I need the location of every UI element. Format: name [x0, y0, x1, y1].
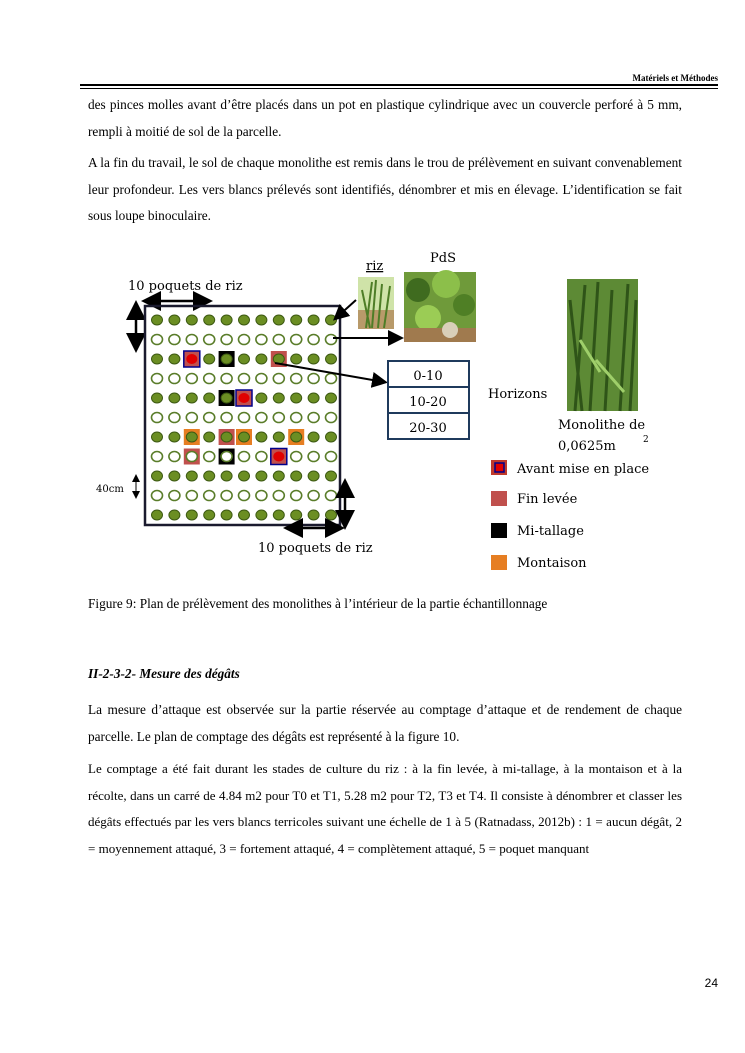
rice-hill: [326, 471, 337, 481]
rice-hill: [256, 393, 267, 403]
rice-hill: [169, 432, 180, 442]
rice-hill: [291, 413, 302, 423]
rice-hill: [221, 452, 232, 462]
rice-hill: [221, 491, 232, 501]
rice-hill: [204, 374, 215, 384]
rice-hill: [291, 335, 302, 345]
rice-hill: [152, 374, 163, 384]
rice-hill: [291, 315, 302, 325]
rice-hill: [204, 432, 215, 442]
rice-hill: [239, 432, 250, 442]
rice-hill: [273, 315, 284, 325]
rice-hill: [273, 354, 284, 364]
rice-hill: [204, 510, 215, 520]
rice-hill: [308, 432, 319, 442]
horizon-2: 20-30: [409, 421, 447, 436]
rice-hill: [273, 413, 284, 423]
rice-hills-grid: [152, 315, 337, 520]
rice-hill: [256, 471, 267, 481]
rice-hill: [308, 471, 319, 481]
page-number: 24: [704, 976, 718, 990]
riz-label: riz: [366, 259, 384, 274]
rice-hill: [169, 393, 180, 403]
rice-hill: [256, 510, 267, 520]
rice-hill: [308, 354, 319, 364]
paragraph-2: A la fin du travail, le sol de chaque monolithe est remis dans le trou de prélèvement en suivant convenablement leur profondeur. Les vers blancs prélevés sont identifiés, dénombrer et mis en élevage. L’identification se fait sous loupe binoculaire.: [88, 155, 682, 223]
rice-hill: [152, 315, 163, 325]
figure-caption: Figure 9: Plan de prélèvement des monolithes à l’intérieur de la partie échantillonnage: [88, 596, 548, 611]
rice-hill: [239, 335, 250, 345]
rice-hill: [308, 413, 319, 423]
rice-hill: [186, 491, 197, 501]
rice-photo: [358, 277, 394, 329]
paragraph-1: des pinces molles avant d’être placés dans un pot en plastique cylindrique avec un couvercle perforé à 5 mm, rempli à moitié de sol de la parcelle.: [88, 97, 682, 139]
rice-hill: [152, 393, 163, 403]
rice-hill: [256, 432, 267, 442]
monolith-size: 0,0625m: [558, 439, 616, 454]
rice-hill: [221, 374, 232, 384]
rice-hill: [256, 491, 267, 501]
rice-hill: [152, 335, 163, 345]
rice-hill: [273, 491, 284, 501]
rice-hill: [256, 452, 267, 462]
rice-hill: [204, 393, 215, 403]
rice-hill: [239, 471, 250, 481]
horizons-table: [388, 361, 469, 439]
rice-hill: [308, 452, 319, 462]
rice-hill: [291, 452, 302, 462]
spacing-label: 40cm: [96, 484, 124, 495]
rice-hill: [186, 510, 197, 520]
rice-hill: [221, 315, 232, 325]
rice-hill: [239, 510, 250, 520]
rice-hill: [256, 374, 267, 384]
rice-hill: [186, 335, 197, 345]
horizon-0: 0-10: [413, 369, 443, 384]
rice-hill: [273, 374, 284, 384]
rice-hill: [169, 374, 180, 384]
rice-hill: [221, 354, 232, 364]
pds-label: PdS: [430, 251, 456, 266]
rice-hill: [291, 374, 302, 384]
rice-hill: [326, 335, 337, 345]
rice-hill: [291, 393, 302, 403]
rice-hill: [204, 315, 215, 325]
rice-hill: [256, 413, 267, 423]
rice-hill: [186, 354, 197, 364]
horizon-1: 10-20: [409, 395, 447, 410]
paragraph-3: La mesure d’attaque est observée sur la partie réservée au comptage d’attaque et de rendement de chaque parcelle. Le plan de comptage des dégâts est représenté à la figure 10.: [88, 702, 682, 744]
rice-hill: [169, 354, 180, 364]
rice-hill: [239, 452, 250, 462]
rice-hill: [204, 413, 215, 423]
rice-hill: [326, 510, 337, 520]
monolith-label: Monolithe de: [558, 418, 646, 433]
rice-hill: [326, 452, 337, 462]
rice-hill: [152, 471, 163, 481]
rice-hill: [308, 491, 319, 501]
rice-hill: [239, 374, 250, 384]
rice-hill: [326, 393, 337, 403]
rice-hill: [169, 335, 180, 345]
rice-hill: [204, 491, 215, 501]
legend-label-3: Montaison: [517, 556, 587, 571]
rice-hill: [273, 432, 284, 442]
rice-hill: [291, 510, 302, 520]
rice-hill: [291, 432, 302, 442]
rice-hill: [239, 413, 250, 423]
rice-hill: [169, 413, 180, 423]
rice-hill: [221, 432, 232, 442]
rice-hill: [152, 452, 163, 462]
rice-hill: [326, 491, 337, 501]
rice-hill: [152, 354, 163, 364]
rice-hill: [186, 452, 197, 462]
rice-hill: [239, 491, 250, 501]
rice-hill: [169, 452, 180, 462]
rice-hill: [204, 335, 215, 345]
rice-hill: [308, 374, 319, 384]
rice-hill: [186, 315, 197, 325]
rice-hill: [326, 413, 337, 423]
rice-hill: [308, 335, 319, 345]
rice-hill: [186, 471, 197, 481]
monolith-photo: [567, 279, 638, 411]
top-poquets-label: 10 poquets de riz: [128, 279, 243, 294]
rice-hill: [152, 491, 163, 501]
legend-label-1: Fin levée: [517, 492, 578, 507]
section-heading: II-2-3-2- Mesure des dégâts: [88, 666, 240, 681]
rice-hill: [204, 354, 215, 364]
paragraph-4: Le comptage a été fait durant les stades de culture du riz : à la fin levée, à mi-tallage, à la montaison et à la récolte, dans un carré de 4.84 m2 pour T0 et T1, 5.28 m2 pour T2, T3 et T4. Il consiste à dénombrer et classer les dégâts effectués par les vers blancs terricoles suivant une échelle de 1 à 5 (Ratnadass, 2012b) : 1 = aucun dégât, 2 = moyennement attaqué, 3 = fortement attaqué, 4 = complètement attaqué, 5 = poquet manquant: [88, 761, 682, 856]
rice-hill: [221, 393, 232, 403]
rice-hill: [169, 315, 180, 325]
rice-hill: [186, 432, 197, 442]
rice-hill: [256, 335, 267, 345]
rice-hill: [169, 510, 180, 520]
rice-hill: [221, 413, 232, 423]
rice-hill: [169, 491, 180, 501]
legend-label-2: Mi-tallage: [517, 524, 584, 539]
rice-hill: [204, 452, 215, 462]
rice-hill: [273, 393, 284, 403]
rice-hill: [308, 315, 319, 325]
rice-hill: [326, 315, 337, 325]
rice-hill: [273, 335, 284, 345]
running-header: Matériels et Méthodes: [632, 73, 718, 83]
rice-hill: [186, 393, 197, 403]
rice-hill: [152, 432, 163, 442]
pds-photo: [404, 270, 476, 342]
rice-hill: [326, 354, 337, 364]
rice-hill: [152, 510, 163, 520]
rice-hill: [169, 471, 180, 481]
rice-hill: [239, 315, 250, 325]
rice-hill: [291, 354, 302, 364]
legend-label-0: Avant mise en place: [517, 462, 650, 477]
rice-hill: [256, 315, 267, 325]
rice-hill: [239, 354, 250, 364]
rice-hill: [186, 374, 197, 384]
rice-hill: [273, 510, 284, 520]
rice-hill: [152, 413, 163, 423]
rice-hill: [186, 413, 197, 423]
rice-hill: [326, 374, 337, 384]
rice-hill: [204, 471, 215, 481]
bottom-poquets-label: 10 poquets de riz: [258, 541, 373, 556]
rice-hill: [291, 491, 302, 501]
rice-hill: [239, 393, 250, 403]
rice-hill: [273, 452, 284, 462]
rice-hill: [221, 510, 232, 520]
rice-hill: [256, 354, 267, 364]
horizons-label: Horizons: [488, 387, 548, 402]
legend: [491, 460, 649, 571]
monolith-exponent: 2: [643, 435, 649, 445]
rice-hill: [308, 393, 319, 403]
rice-hill: [273, 471, 284, 481]
rice-hill: [221, 335, 232, 345]
rice-hill: [326, 432, 337, 442]
rice-hill: [291, 471, 302, 481]
rice-hill: [308, 510, 319, 520]
rice-hill: [221, 471, 232, 481]
